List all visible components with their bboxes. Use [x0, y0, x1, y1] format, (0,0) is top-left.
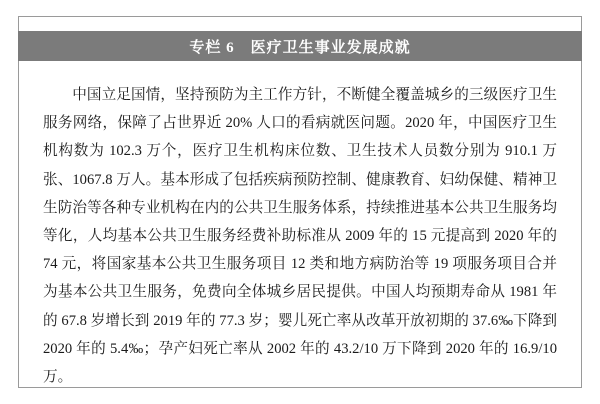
callout-box	[18, 16, 582, 388]
callout-title: 专栏 6 医疗卫生事业发展成就	[189, 39, 411, 56]
callout-paragraph: 中国立足国情，坚持预防为主工作方针，不断健全覆盖城乡的三级医疗卫生服务网络，保障了占世界近 20% 人口的看病就医问题。2020 年，中国医疗卫生机构数为 102.3 万个，医疗卫生机构床位数、卫生技术人员数分别为 910.1 万张、1067.8 万人。基本形成了包括疾病预防控制、健康教育、妇幼保健、精神卫生防治等各种专业机构在内的公共卫生服务体系，持续推进基本公共卫生服务均等化，人均基本公共卫生服务经费补助标准从 2009 年的 15 元提高到 2020 年的 74 元，将国家基本公共卫生服务项目 12 类和地方病防治等 19 项服务项目合并为基本公共卫生服务，免费向全体城乡居民提供。中国人均预期寿命从 1981 年的 67.8 岁增长到 2019 年的 77.3 岁；婴儿死亡率从改革开放初期的 37.6‰下降到 2020 年的 5.4‰；孕产妇死亡率从 2002 年的 43.2/10 万下降到 2020 年的 16.9/10 万。	[43, 87, 557, 386]
callout-title-bar	[18, 31, 582, 61]
callout-body	[19, 69, 581, 386]
